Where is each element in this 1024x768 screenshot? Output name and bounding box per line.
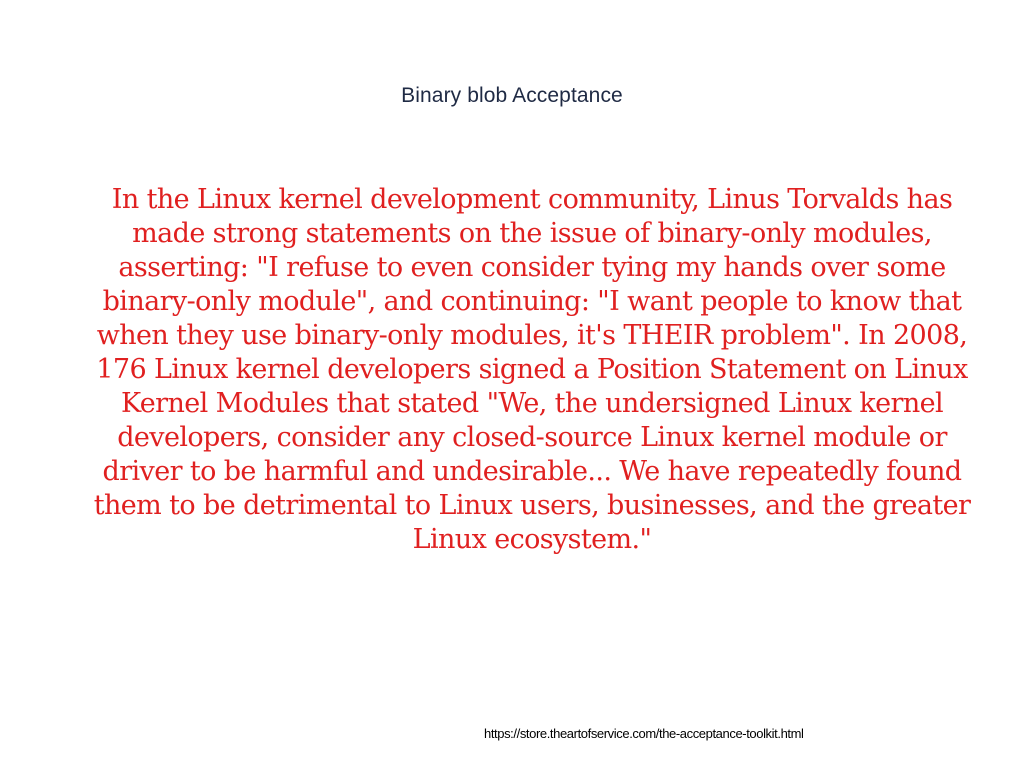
- slide-title: Binary blob Acceptance: [401, 84, 623, 107]
- slide-body-text: In the Linux kernel development community, Linus Torvalds has made strong statements on the issue of binary-only modules, asserting: "I refuse to even consider tying my hands over some binary-only module", and continuing: "I want people to know that when they use binary-only modules, it's THEIR problem". In 2008, 176 Linux kernel developers signed a Position Statement on Linux Kernel Modules that stated "We, the undersigned Linux kernel developers, consider any closed-source Linux kernel module or driver to be harmful and undesirable... We have repeatedly found them to be detrimental to Linux users, businesses, and the greater Linux ecosystem.": [93, 184, 971, 555]
- source-url-link[interactable]: https://store.theartofservice.com/the-acceptance-toolkit.html: [484, 726, 804, 741]
